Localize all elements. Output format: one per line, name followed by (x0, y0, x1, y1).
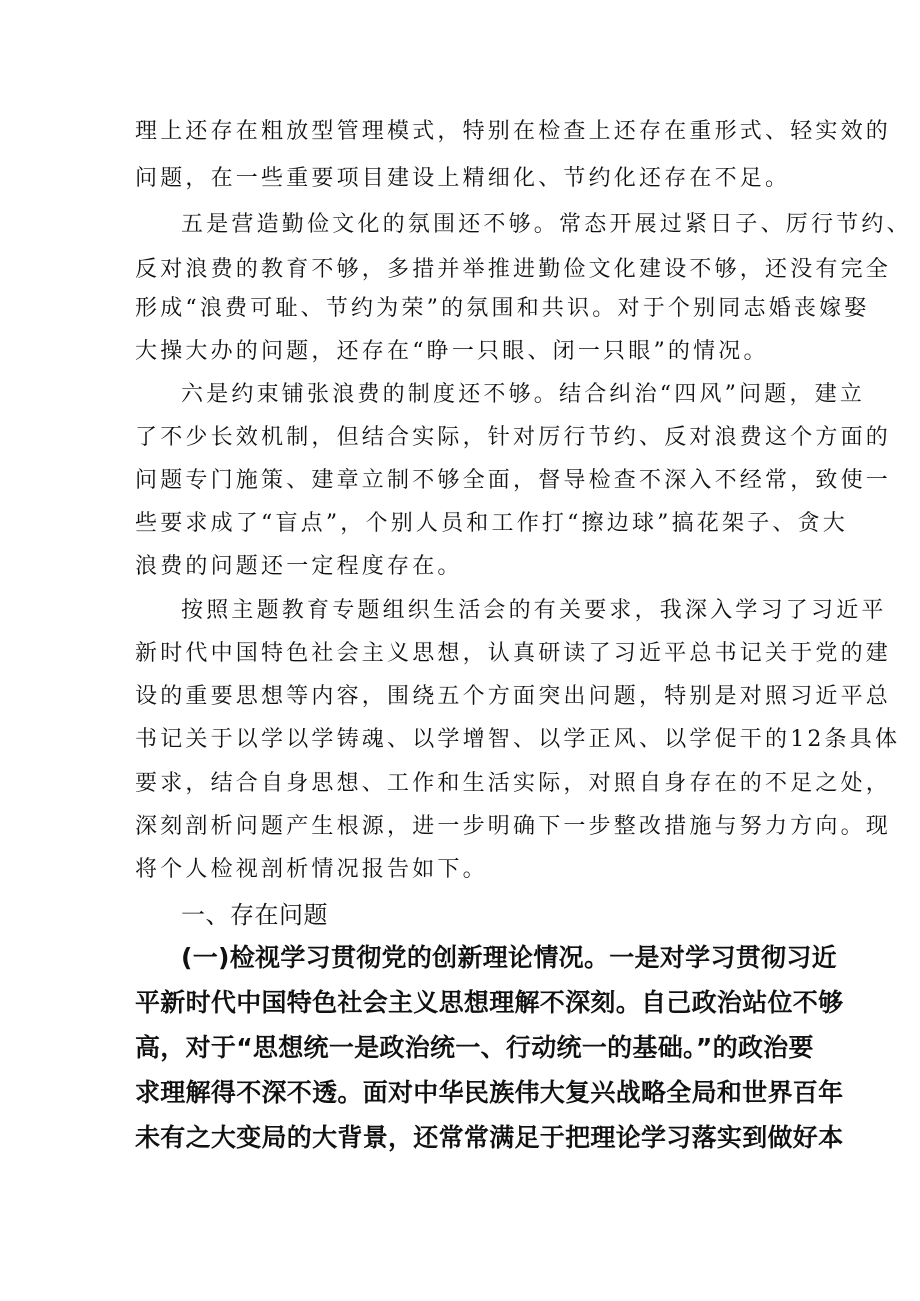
section-heading: 一、存在问题 (181, 901, 328, 929)
text-line: 大操大办的问题，还存在“睁一只眼、闭一只眼”的情况。 (135, 339, 769, 364)
text-line: 求理解得不深不透。面对中华民族伟大复兴战略全局和世界百年 (135, 1078, 844, 1107)
text-line: 六是约束铺张浪费的制度还不够。结合纠治“四风”问题，建立 (181, 382, 866, 407)
text-line: 未有之大变局的大背景，还常常满足于把理论学习落实到做好本 (135, 1123, 844, 1152)
text-line: 理上还存在粗放型管理模式，特别在检查上还存在重形式、轻实效的 (135, 119, 892, 144)
text-line: 些要求成了“盲点”，个别人员和工作打“擦边球”搞花架子、贪大 (135, 511, 848, 536)
text-line: 设的重要思想等内容，围绕五个方面突出问题，特别是对照习近平总 (135, 684, 892, 709)
text-line: 要求，结合自身思想、工作和生活实际，对照自身存在的不足之处， (135, 771, 892, 796)
text-line: 高，对于“思想统一是政治统一、行动统一的基础。”的政治要 (135, 1033, 814, 1062)
text-line: 书记关于以学以学铸魂、以学增智、以学正风、以学促干的12条具体 (135, 727, 901, 752)
text-line: 问题专门施策、建章立制不够全面，督导检查不深入不经常，致使一 (135, 468, 892, 493)
text-line: 新时代中国特色社会主义思想，认真研读了习近平总书记关于党的建 (135, 641, 892, 666)
text-line: 形成“浪费可耻、节约为荣”的氛围和共识。对于个别同志婚丧嫁娶 (135, 296, 870, 321)
text-line: 反对浪费的教育不够，多措并举推进勤俭文化建设不够，还没有完全 (135, 257, 892, 282)
text-line: (一)检视学习贯彻党的创新理论情况。一是对学习贯彻习近 (181, 943, 837, 972)
text-line: 浪费的问题还一定程度存在。 (135, 554, 463, 579)
text-line: 深刻剖析问题产生根源，进一步明确下一步整改措施与努力方向。现 (135, 814, 892, 839)
text-line: 平新时代中国特色社会主义思想理解不深刻。自己政治站位不够 (135, 988, 844, 1017)
text-line: 了不少长效机制，但结合实际，针对厉行节约、反对浪费这个方面的 (135, 425, 892, 450)
text-line: 五是营造勤俭文化的氛围还不够。常态开展过紧日子、厉行节约、 (181, 212, 912, 237)
text-line: 将个人检视剖析情况报告如下。 (135, 857, 488, 882)
text-line: 按照主题教育专题组织生活会的有关要求，我深入学习了习近平 (181, 598, 887, 623)
text-line: 问题，在一些重要项目建设上精细化、节约化还存在不足。 (135, 166, 791, 191)
